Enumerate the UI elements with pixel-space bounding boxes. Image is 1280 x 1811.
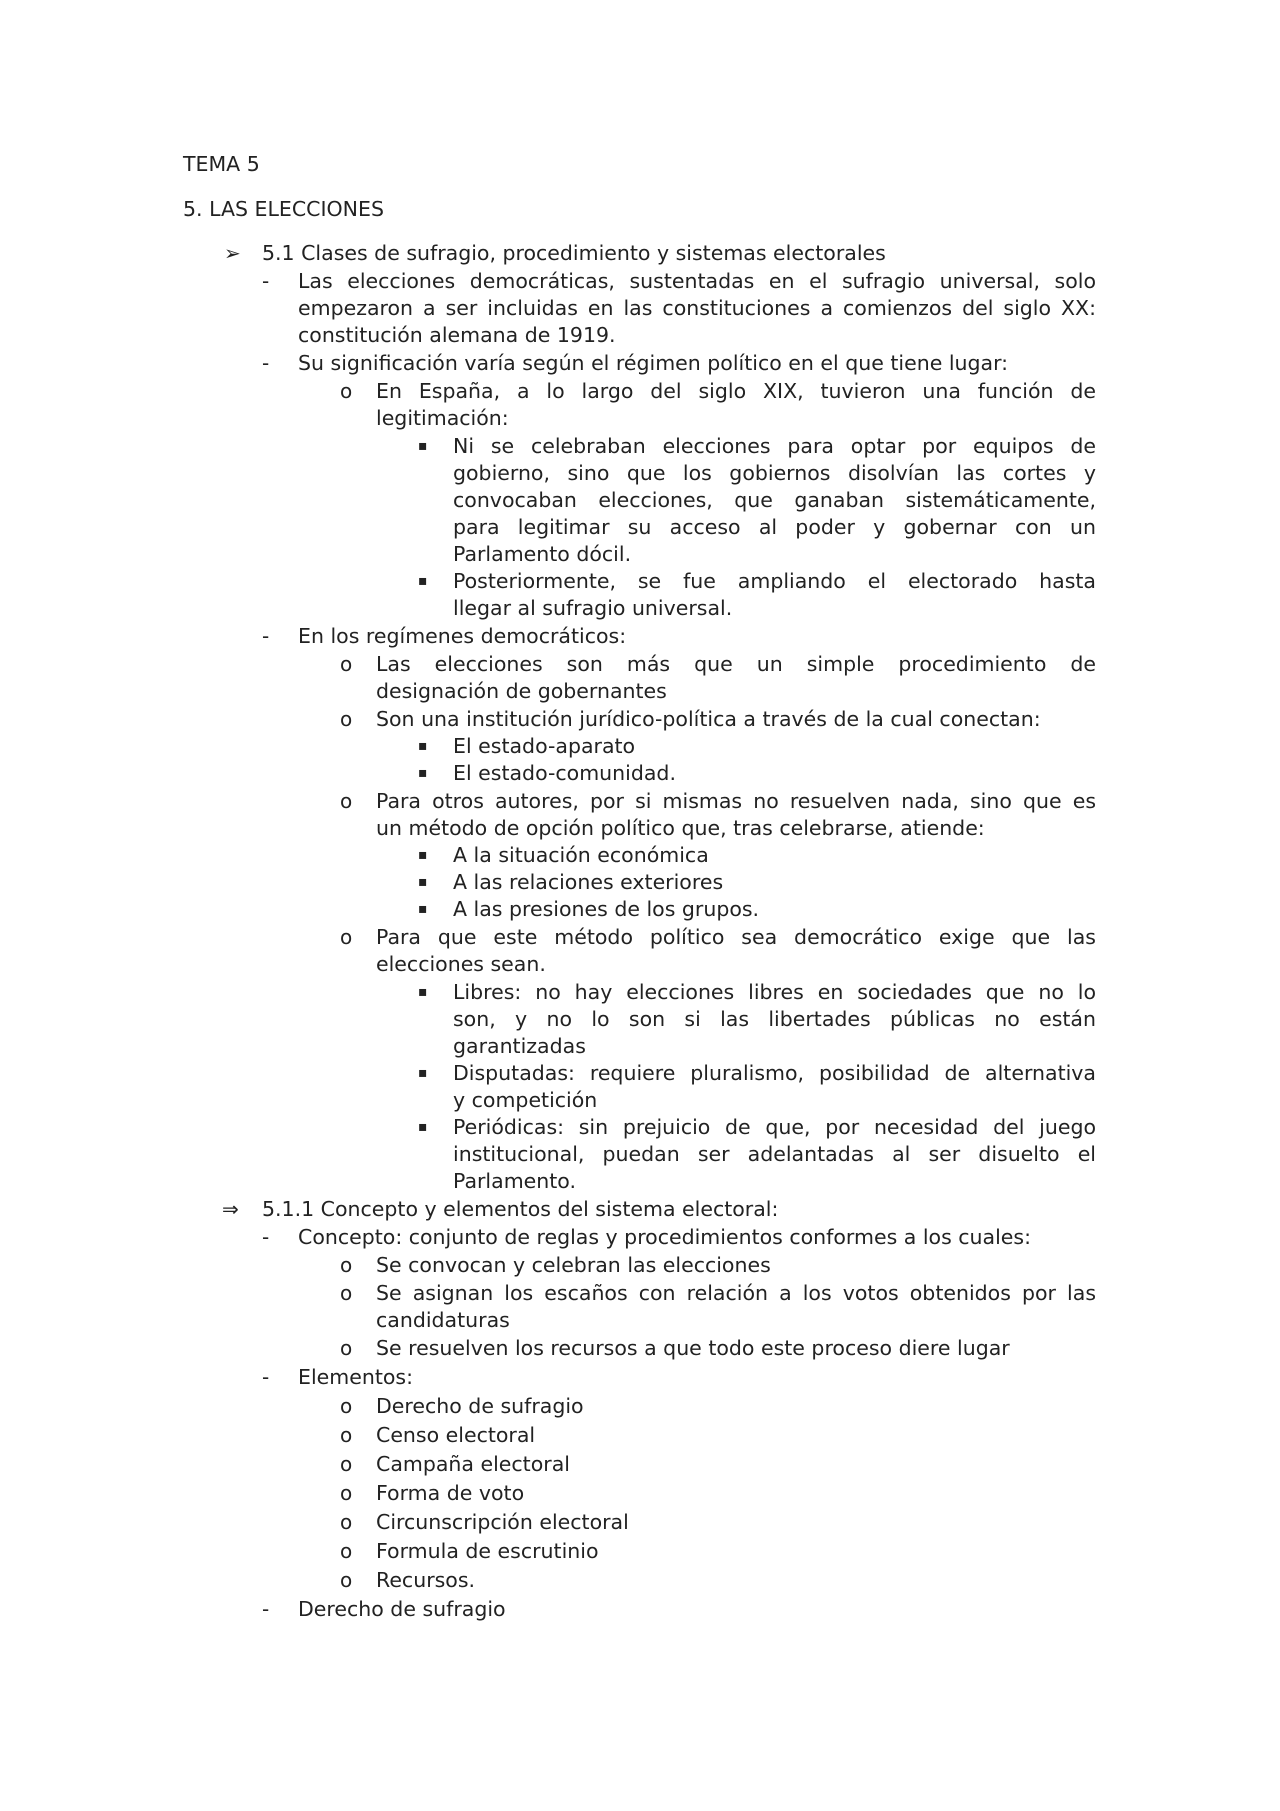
dash-bullet: -: [262, 1597, 270, 1621]
text-line: un método de opción político que, tras celebrarse, atiende:: [376, 816, 985, 840]
text-line: son, y no lo son si las libertades públicas no están: [453, 1007, 1096, 1031]
square-bullet: ▪: [418, 1119, 428, 1135]
section-title: 5.1.1 Concepto y elementos del sistema electoral:: [262, 1197, 779, 1221]
text-line: Periódicas: sin prejuicio de que, por necesidad del juego: [453, 1115, 1096, 1139]
text-line: A la situación económica: [453, 843, 709, 867]
square-bullet: ▪: [418, 874, 428, 890]
text-line: Para que este método político sea democrático exige que las: [376, 925, 1096, 949]
text-line: para legitimar su acceso al poder y gobernar con un: [453, 515, 1096, 539]
text-line: gobierno, sino que los gobiernos disolvían las cortes y: [453, 461, 1096, 485]
text-line: Las elecciones democráticas, sustentadas en el sufragio universal, solo: [298, 269, 1096, 293]
text-line: Disputadas: requiere pluralismo, posibilidad de alternativa: [453, 1061, 1096, 1085]
square-bullet: ▪: [418, 738, 428, 754]
text-line: Su significación varía según el régimen político en el que tiene lugar:: [298, 351, 1009, 375]
list-item: Formula de escrutinio: [376, 1539, 599, 1563]
list-item: Derecho de sufragio: [376, 1394, 584, 1418]
circle-bullet: o: [340, 1510, 353, 1534]
circle-bullet: o: [340, 1336, 353, 1360]
text-line: En España, a lo largo del siglo XIX, tuvieron una función de: [376, 379, 1096, 403]
dash-bullet: -: [262, 1225, 270, 1249]
text-line: Parlamento.: [453, 1169, 576, 1193]
list-item: Campaña electoral: [376, 1452, 570, 1476]
circle-bullet: o: [340, 1281, 353, 1305]
square-bullet: ▪: [418, 765, 428, 781]
text-line: elecciones sean.: [376, 952, 546, 976]
text-line: candidaturas: [376, 1308, 510, 1332]
text-line: institucional, puedan ser adelantadas al ser disuelto el: [453, 1142, 1096, 1166]
text-line: El estado-comunidad.: [453, 761, 676, 785]
square-bullet: ▪: [418, 901, 428, 917]
text-line: llegar al sufragio universal.: [453, 596, 733, 620]
text-line: Para otros autores, por si mismas no resuelven nada, sino que es: [376, 789, 1096, 813]
section-title: 5.1 Clases de sufragio, procedimiento y sistemas electorales: [262, 241, 886, 265]
chapter-title: 5. LAS ELECCIONES: [183, 197, 384, 221]
text-line: convocaban elecciones, que ganaban sistemáticamente,: [453, 488, 1096, 512]
text-line: El estado-aparato: [453, 734, 636, 758]
circle-bullet: o: [340, 707, 353, 731]
circle-bullet: o: [340, 1253, 353, 1277]
circle-bullet: o: [340, 1452, 353, 1476]
circle-bullet: o: [340, 1568, 353, 1592]
text-line: designación de gobernantes: [376, 679, 667, 703]
list-item: Circunscripción electoral: [376, 1510, 629, 1534]
square-bullet: ▪: [418, 573, 428, 589]
text-line: legitimación:: [376, 406, 509, 430]
text-line: Se resuelven los recursos a que todo este proceso diere lugar: [376, 1336, 1010, 1360]
circle-bullet: o: [340, 1394, 353, 1418]
square-bullet: ▪: [418, 1065, 428, 1081]
circle-bullet: o: [340, 789, 353, 813]
circle-bullet: o: [340, 1539, 353, 1563]
square-bullet: ▪: [418, 438, 428, 454]
text-line: Parlamento dócil.: [453, 542, 632, 566]
square-bullet: ▪: [418, 847, 428, 863]
circle-bullet: o: [340, 379, 353, 403]
list-item: Censo electoral: [376, 1423, 536, 1447]
arrow-bullet-icon: ➢: [224, 241, 241, 265]
text-line: Se convocan y celebran las elecciones: [376, 1253, 771, 1277]
square-bullet: ▪: [418, 984, 428, 1000]
text-line: Elementos:: [298, 1365, 414, 1389]
text-line: Concepto: conjunto de reglas y procedimientos conformes a los cuales:: [298, 1225, 1031, 1249]
text-line: constitución alemana de 1919.: [298, 323, 616, 347]
document-heading: TEMA 5: [183, 152, 260, 176]
dash-bullet: -: [262, 269, 270, 293]
dash-bullet: -: [262, 1365, 270, 1389]
circle-bullet: o: [340, 652, 353, 676]
circle-bullet: o: [340, 1423, 353, 1447]
list-item: Recursos.: [376, 1568, 476, 1592]
text-line: y competición: [453, 1088, 598, 1112]
text-line: Se asignan los escaños con relación a los votos obtenidos por las: [376, 1281, 1096, 1305]
dash-bullet: -: [262, 624, 270, 648]
text-line: Derecho de sufragio: [298, 1597, 506, 1621]
text-line: A las relaciones exteriores: [453, 870, 724, 894]
circle-bullet: o: [340, 925, 353, 949]
text-line: garantizadas: [453, 1034, 586, 1058]
text-line: Las elecciones son más que un simple procedimiento de: [376, 652, 1096, 676]
text-line: empezaron a ser incluidas en las constituciones a comienzos del siglo XX:: [298, 296, 1096, 320]
text-line: A las presiones de los grupos.: [453, 897, 760, 921]
text-line: En los regímenes democráticos:: [298, 624, 627, 648]
text-line: Son una institución jurídico-política a través de la cual conectan:: [376, 707, 1041, 731]
text-line: Posteriormente, se fue ampliando el electorado hasta: [453, 569, 1096, 593]
text-line: Libres: no hay elecciones libres en sociedades que no lo: [453, 980, 1096, 1004]
double-arrow-icon: ⇒: [222, 1197, 239, 1221]
dash-bullet: -: [262, 351, 270, 375]
circle-bullet: o: [340, 1481, 353, 1505]
list-item: Forma de voto: [376, 1481, 525, 1505]
text-line: Ni se celebraban elecciones para optar por equipos de: [453, 434, 1096, 458]
